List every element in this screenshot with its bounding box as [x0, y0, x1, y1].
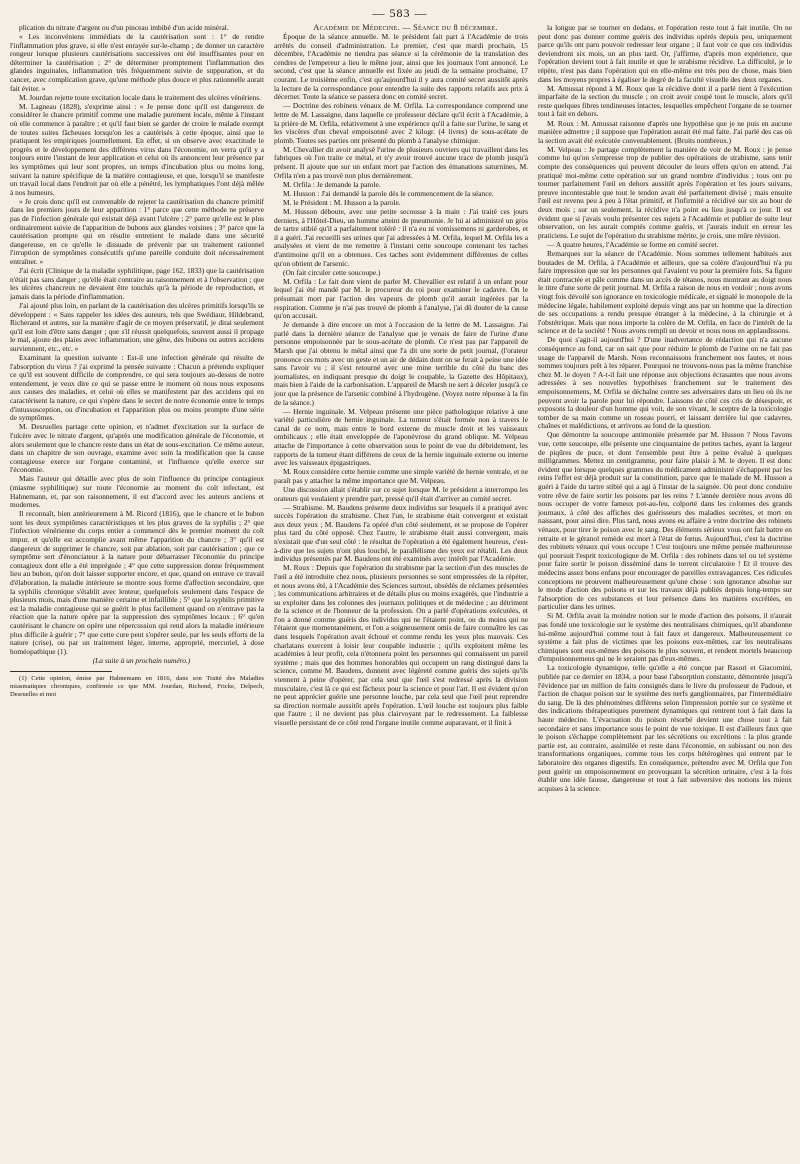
paragraph: M. Husson déboute, avec une petite secousse à la main : J'ai traité ces jours derniers, à l'Hôtel-Dieu, un homme atteint de pneumonie. Je lui ai administré un gros de tartre stibié qu'il a parfaitement toléré : il n'a eu ni vomissemens ni garderobes, et il a guéri. J'ai recueilli ses urines que j'ai adressées à M. Orfila, lequel M. Orfila les a analysées et vient de me remettre à l'instant cette soucoupe contenant les taches d'antimoine qu'il en a obtenues. Ces taches sont évidemment différentes de celles qu'on obtient de l'arsenic. — [274, 206, 528, 268]
paragraph: — Hernie inguinale. M. Velpeau présente une pièce pathologique relative à une variété particulière de hernie inguinale. La tumeur s'était formée non à travers le canal de ce nom, mais entre le bord externe du muscle droit et les vaisseaux ombilicaux ; elle était enveloppée de l'aponévrose du grand oblique. M. Velpeau attache de l'importance à cette observation sous le point de vue du débridement, les rapports de la tumeur étant différens de ceux de la hernie inguinale externe ou interne avec les vaisseaux épigastriques. — [274, 406, 528, 468]
paragraph: Que démontre la soucoupe antimoniée présentée par M. Husson ? Nous l'avons vue, cette soucoupe, elle présente une cinquantaine de petites taches, ayant la largeur de piqûres de puce, et dont l'ensemble peut être à peine évalué à quelques milligrammes. Mettez un centigramme, pour faire plaisir à M. le doyen. Il est donc évident que lorsque quelques grammes du médicament administré s'échappent par les reins l'effet est déjà produit sur la constitution, parce que le malade de M. Husson a guéri à l'aide du tartre stibié qui a agi à l'instar de la saignée. Où peut donc conduire votre rêve de faire sortir les poisons par les reins ? L'année dernière nous avons dû nous occuper de votre fameux pot-au-feu, colporté dans les colonnes des grands journaux, à côté des affiches des guérisseurs des maladies secrètes, et mort en naissant, pour ainsi dire. Plus tard, nous avons eu affaire à votre doctrine des robinets vénaux, pour tirer le poison avec le sang. Des éléments sérieux vous ont fait battre en retraite et le géranol remède est mort à l'état de fœtus. Aujourd'hui, c'est la doctrine des robinets vénaux qui vous occupe ! C'est toujours une même pensée malheureuse qui poursuit l'esprit toxicologique de M. Orfila : des robinets dans tel ou tel système pour faire sortir le poison disséminé dans le torrent circulatoire ! Et il trouve des médecins assez bons enfans pour encourager de pareilles extravagances. Ces ridicules conceptions ne prouvent malheureusement qu'une chose : son ignorance absolue sur le mode d'action des poisons et sur les travaux déjà publiés depuis long-temps sur l'absorption de ces substances et leur présence dans les matières excrétées, en particulier dans les urines. — [538, 430, 792, 612]
footnote-divider — [10, 671, 112, 672]
paragraph: M. Lagneau (1828), s'exprime ainsi : « Je pense donc qu'il est dangereux de considérer le chancre primitif comme une maladie purement locale, même à l'instant où elle commence à paraître ; et qu'il faut bien se garder de croire le malade exempt de toutes suites fâcheuses lorsqu'on les a cautérisés à cette époque, ainsi que le pratiquent les empiriques journellement. En effet, si on observe avec exactitude le progrès et le développement des différens virus dans l'économie, on verra qu'il y a toujours entre l'instant de leur application et celui où ils annoncent leur présence par les symptômes qui leur sont propres, un temps d'incubation plus ou moins long, suivant la nature spécifique de la matière contagieuse, et que, lorsqu'il se manifeste un travail local dans l'endroit par où elle a pénétré, les lymphatiques l'ont déjà mêlée à nos humeurs. — [10, 101, 264, 197]
paragraph: — A quatre heures, l'Académie se forme en comité secret. — [547, 239, 719, 249]
paragraph: M. Roux : Depuis que l'opération du strabisme par la section d'un des muscles de l'œil a été introduite chez nous, plusieurs personnes se sont empressées de la répéter, et nous avons été, à l'Académie des Sciences surtout, obsédés de réclames présentées ; les communications arbitraires et de détails plus ou moins exagérés, que l'industrie a su exploiter dans les colonnes des journaux politiques et de médecine ; au détriment de la science et de l'honneur de la profession. On a parlé d'opérations exécutées, et l'on a donné comme guéris des individus qui ne l'étaient point, ou du moins qui ne l'étaient que momentanément, et l'on a soigneusement omis de faire connaître les cas dans lesquels l'opération avait échoué et comme rendu les yeux plus mauvais. Ces charlatans exercent à loisir leur coupable industrie ; qu'ils exploitent même les académies à leur profit, cela n'étonnera point les personnes qui connaissent un pareil système ; mais que des hommes honorables qui occupent un rang distingué dans la science, comme M. Baudens, donnent avec légèreté comme guéris des sujets qu'ils viennent à peine d'opérer, par cela seul que l'œil s'est redressé après la division musculaire, c'est là ce qui est fâcheux pour la science et pour l'art. Il est évident qu'on ne peut apprécier guérie une personne louche, par cela seul que l'œil peut reprendre sa direction normale aussitôt après l'opération. L'œil louche est toujours plus faible que l'autre ; il ne devient pas plus clairvoyant par le redressement. La faiblesse visuelle persistant de ce côté rend l'organe inutile comme auparavant, et il finit à — [274, 563, 528, 727]
paragraph: J'ai écrit (Clinique de la maladie syphilitique, page 162, 1833) que la cautérisation n'était pas sans danger ; qu'elle était contraire au raisonnement et à l'observation ; que les ulcères chancreux ne devaient être touchés qu'à la période de reproduction, et jamais dans la période d'inflammation. — [10, 266, 264, 301]
column-right — [538, 24, 792, 1156]
paragraph: J'ai ajouté plus loin, en parlant de la cautérisation des ulcères primitifs lorsqu'ils se développent : « Sans rappeler les idées des auteurs, tels que Swédiaur, Hildebrand, Richerand et autres, sur la manière d'agir de ce moyen préservatif, je dirai seulement qu'il est loin d'être sans danger ; que s'il réussit quelquefois, souvent aussi il propage le mal, ajoute des plaies avec inflammation, une gêne, des bubons ou autres accidens surviennent, etc., etc. » — [10, 301, 264, 353]
paragraph: M. Orfila : Le fait dont vient de parler M. Chevallier est relatif à un enfant pour lequel j'ai été mandé par M. le procureur du roi pour examiner le cadavre. On le présumait mort par l'action des vapeurs de plomb qu'il aurait ingérées par la respiration. Comme je n'ai pas trouvé de plomb à l'analyse, j'ai dû douter de la cause qu'on accusait. — [274, 276, 528, 321]
column-middle — [274, 24, 528, 1156]
paragraph: M. Chevallier dit avoir analysé l'urine de plusieurs ouvriers qui travaillent dans les fabriques où l'on traite ce métal, et n'y avoir trouvé aucune trace de plomb jusqu'à présent. Il ajoute que sur un enfant mort par l'action des émanations saturnines, M. Orfila n'en a pas trouvé non plus dernièrement. — [274, 144, 528, 180]
paragraph: Remarques sur la séance de l'Académie. Nous sommes tellement habitués aux boutades de M. Orfila, à l'Académie et ailleurs, que sa colère d'aujourd'hui n'a pu faire impression que sur les personnes qui l'avaient vu pour la première fois. Sa figure était contractée et pâle comme dans un accès de tétanos, nous montrant au doigt nous le titre d'une sorte de petit journal. M. Orfila a raison de nous en vouloir ; nous avons vingt fois dévoilé son ignorance en toxicologie médicale, et signalé le monopole de la médecine légale, habilement exploité depuis vingt ans par un homme que la direction de ses occupations a rendu presque étranger à la médecine, à la chirurgie et à l'obstétrique. Mais que nous importe la colère de M. Orfila, en face de l'intérêt de la science et de la société ! Nous avons rempli un devoir et nous nous en applaudissons. — [538, 248, 792, 336]
paragraph: Mais l'auteur qui détaille avec plus de soin l'influence du principe contagieux (miasme syphilitique) sur toute l'économie au moment du coït infectant, est Hahnemann, et, par son raisonnement, il est d'accord avec les auteurs anciens et modernes. — [10, 474, 264, 510]
paragraph: M. Roux : M. Amussat raisonne d'après une hypothèse que je ne puis en aucune manière admettre ; il suppose que l'opération aurait été mal faite. J'ai parlé des cas où la section avait été exécutée convenablement. (Bruits nombreux.) — [538, 118, 792, 145]
continuation-note: (La suite à un prochain numéro.) — [92, 655, 191, 665]
paragraph: M. le Président : M. Husson a la parole. — [283, 197, 401, 207]
paragraph: Une discussion allait s'établir sur ce sujet lorsque M. le président a interrompu les orateurs qui voulaient y prendre part, pressé qu'il était d'arriver au comité secret. — [274, 484, 528, 503]
column-left — [10, 24, 264, 1156]
footnote: (1) Cette opinion, émise par Hahnemann en 1816, dans son Traité des Maladies miasmatiques chroniques, confirmée ce que MM. Jourdan, Richond, Fricke, Delpech, Desruelles et moi — [10, 675, 264, 698]
page-number: — 583 — — [372, 6, 428, 20]
section-title: Académie de Médecine. — Séance du 8 décembre. — [313, 24, 498, 32]
paragraph: la longue par se tourner en dedans, et l'opération reste tout à fait inutile. On ne peut donc pas donner comme guéris des individus opérés depuis peu, uniquement parce qu'ils ont paru pouvoir redresser leur organe ; il faut voir ce que ces individus deviendront six mois, un an plus tard. Or, j'affirme, d'après mon expérience, que l'opération devient tout à fait inutile et que le strabisme récidive. La difficulté, je le répète, n'est pas dans l'opération qui en elle-même est très peu de chose, mais bien dans les moyens propres à égaliser le degré de la faculté visuelle des deux organes. — [538, 24, 792, 84]
paragraph: Examinant la question suivante : Est-il une infection générale qui résulte de l'absorption du virus ? j'ai exprimé la pensée suivante : Chacun a prétendu expliquer ce qu'il est souvent difficile de comprendre, ce qui sera toujours au-dessus de notre entendement, je veux dire ce qui se passe entre le moment où nous nous exposons aux causes des maladies, et celui où elles se manifestent par des accidens qui en caractérisent la nature, ce qui s'opère dans le secret de notre économie entre le temps d'intussusception, ou d'incubation et l'apparition plus ou moins prompte d'une série de symptômes. — [10, 353, 264, 423]
paragraph: M. Desruelles partage cette opinion, et n'admet d'excitation sur la surface de l'ulcère avec le nitrate d'argent, qu'après une modification générale de l'économie, et alors seulement que le chancre reste dans un état de sous-excitation. Ce même auteur, dans un chapitre de son ouvrage, examine avec soin la modification que la cause contagieuse exerce sur l'organe contaminé, et l'influence qu'elle exerce sur l'économie. — [10, 422, 264, 475]
paragraph: Si M. Orfila avait la moindre notion sur le mode d'action des poisons, il n'aurait pas fondé une toxicologie sur le système des neutralisans chimiques, qu'il abandonne lui-même aujourd'hui comme tout à fait faux et dangereux. Malheureusement ce système a fait plus de victimes que les poisons eux-mêmes, car les neutralisans chimiques sont eux-mêmes des poisons le plus souvent, et rendent mortels beaucoup d'empoisonnemens qui ne le seraient pas d'eux-mêmes. — [538, 611, 792, 664]
paragraph: M. Velpeau : Je partage complètement la manière de voir de M. Roux : je pense comme lui qu'on s'empresse trop de publier des opérations de strabisme, sans tenir compte des conséquences qui peuvent découler de leurs effets qu'on en attend. J'ai pratiqué moi-même cette opération sur un grand nombre d'individus ; tous ont pu tourner parfaitement l'œil en dehors aussitôt après l'opération et les jours suivans, preuve incontestable que tout le tendon avait été parfaitement divisé ; mais ensuite l'œil est revenu peu à peu à l'état primitif, et l'infirmité a récidivé sur six au bout de deux mois ; sur un seulement, la récidive n'a point eu lieu jusqu'à ce jour. Il est évident que si j'avais voulu présenter ces sujets à l'Académie et publier de suite leur observation, on les aurait comptés comme guéris, et j'aurais induit en erreur les praticiens. Le sujet de l'opération du strabisme mérite, je crois, une mûre révision. — [538, 144, 792, 240]
paragraph: Époque de la séance annuelle. M. le président fait part à l'Académie de trois arrêtés du conseil d'administration. Le premier, c'est que mardi prochain, 15 décembre, l'Académie ne tiendra pas séance si la cérémonie de la translation des cendres de l'empereur a lieu le même jour, ainsi que les journaux l'ont annoncé. Le second, c'est que la séance annuelle est fixée au jeudi de la semaine prochaine, 17 courant. Le troisième enfin, c'est qu'aujourd'hui il y aura comité secret aussitôt après la lecture de la correspondance pour entendre la suite des rapports relatifs aux prix à décerner. Toute la séance se passera donc en comité secret. — [274, 32, 528, 102]
paragraph: M. Husson : J'ai demandé la parole dès le commencement de la séance. — [283, 188, 494, 198]
paragraph: — Doctrine des robinets vénaux de M. Orfila. La correspondance comprend une lettre de M. Lassaigne, dans laquelle ce professeur déclare qu'il écrit à l'Académie, à la prière de M. Orfila, relativement à une expérience qu'il a faite sur l'urine, le sang et les viscères d'un cheval empoisonné avec 2 kilogr. (4 livres) de sous-acétate de plomb. Toutes ses parties ont présenté du plomb à l'analyse chimique. — [274, 101, 528, 145]
paragraph: — Strabisme. M. Baudens présente deux individus sur lesquels il a pratiqué avec succès l'opération du strabisme. Chez l'un, le strabisme était convergent et existait aux deux yeux ; M. Baudens l'a opéré d'un côté seulement, et se propose de l'opérer plus tard du côté opposé. Chez l'autre, le strabisme était aussi convergent, mais n'existait que d'un seul côté : le résultat de l'opération a été également heureux, c'est-à-dire que les sujets n'ont plus louché, le parallélisme des yeux est rétabli. Les deux individus présentés par M. Baudens ont été examinés avec intérêt par l'Académie. — [274, 502, 528, 564]
paragraph: « Les inconvéniens immédiats de la cautérisation sont : 1° de rendre l'inflammation plus grave, si elle n'est enrayée sur-le-champ ; de donner un caractère rongeur lorsque plusieurs cautérisations successives ont été insuffisantes pour en déterminer la cautérisation ; 2° de déterminer promptement l'inflammation des glandes inguinales, inflammation très fréquemment suivie de suppuration, et du cancer, avec complication grave, qu'une méthode plus douce et plus rationnelle aurait fait éviter. » — [10, 32, 264, 93]
paragraph: plication du nitrate d'argent ou d'un pinceau imbibé d'un acide minéral. — [19, 24, 229, 32]
paragraph: M. Amussat répond à M. Roux que la récidive dont il a parlé tient à l'exécution imparfaite de la section du muscle ; on croit avoir coupé tout le muscle, alors qu'il reste quelques fibres tendineuses intactes, lesquelles empêchent l'organe de se tourner tout à fait en dehors. — [538, 83, 792, 119]
paragraph: Je demande à dire encore un mot à l'occasion de la lettre de M. Lassaigne. J'ai parlé dans la dernière séance de l'analyse que je venais de faire de l'urine d'une personne empoisonnée par le sous-acétate de plomb. Ce n'est pas par l'appareil de Marsh que j'ai obtenu le métal ainsi que l'a dit une sorte de petit journal, (l'orateur prononce ces mots avec un geste et un air de dédain dont on se ferait à peine une idée sans l'avoir vu ; il s'est retourné avec une mine terrible du côté du banc des journalistes, en indiquant presque du doigt le coupable, la Gazette des Hôpitaux), mais bien à l'aide de la carbonisation. L'appareil de Marsh ne sert à déceler jusqu'à ce jour que la présence de l'arsenic combiné à l'hydrogène. (Voyez notre réponse à la fin de la séance.) — [274, 320, 528, 407]
article-columns — [10, 24, 792, 1156]
paragraph: M. Jourdan rejette toute excitation locale dans le traitement des ulcères vénériens. — [19, 92, 261, 102]
paragraph: M. Roux considère cette hernie comme une simple variété de hernie ventrale, et ne paraît pas y attacher la même importance que M. Velpeau. — [274, 467, 528, 485]
paragraph: M. Orfila : Je demande la parole. — [283, 179, 381, 189]
paragraph: (On fait circuler cette soucoupe.) — [283, 267, 381, 277]
paragraph: La toxicologie dynamique, telle qu'elle a été conçue par Rasori et Giacomini, publiée par ce dernier en 1834, a pour base l'absorption constante, démontrée jusqu'à l'évidence par un million de faits consignés dans le livre du professeur de Padoue, et l'action de chaque poison sur le système des nerfs ganglionnaires, par l'intermédiaire du sang. De là des phénomènes différens selon l'impression portée sur ce système et des indications thérapeutiques purement dynamiques qui rentrent tout à fait dans la haute médecine. L'évacuation du poison résorbé devient une chose tout à fait secondaire et sans importance sous le point de vue toxique. Il est d'ailleurs faux que le poison s'échappe complètement par les sécrétions ou excrétions : la plus grande partie est, au contraire, assimilée et reste dans l'économie, en subissant ou non des transformations organiques, comme tous les corps hétérogènes qui entrent par le laboratoire des organes digestifs. En conséquence, prétendre avec M. Orfila que l'on peut guérir un empoisonnement en provoquant la sécrétion urinaire, c'est à la fois établir une idée fausse, dangereuse et tout à fait subversive des notions les mieux acquises à la science. — [538, 663, 792, 793]
paragraph: » Je crois donc qu'il est convenable de rejeter la cautérisation du chancre primitif dans les premiers jours de leur apparition : 1° parce que cette méthode ne préserve pas de l'infection générale qui existait déjà avant l'ulcère ; 2° parce qu'elle est le plus ordinairement suivie de l'apparition de bubons aux glandes voisines ; 3° parce que la cautérisation prompte qui en résulte entretient le malade dans une sécurité dangereuse, en ce qu'elle le dissuade de prévenir par un traitement rationnel l'irruption de symptômes consécutifs qu'une pareille conduite doit nécessairement entraîner. » — [10, 196, 264, 267]
paragraph: Il reconnaît, bien antérieurement à M. Ricord (1816), que le chancre et le bubon sont les deux symptômes caractéristiques et les plus graves de la syphilis ; 2° que l'infection vénérienne du corps entier a commencé dès le premier moment du coït impur, et qu'elle est accomplie avant même l'apparition du chancre ; 3° qu'il est dangereux de supprimer le chancre, soit par ablation, soit par cautérisation ; que ce symptôme sert d'énonciateur à la nature pour débarrasser l'économie du principe contagieux dont elle a été imprégnée ; 4° que cette suppression donne fréquemment lieu au bubon, qu'on doit laisser supporter encore, et que, quand on entrave ce travail d'élaboration, la maladie intérieure se montre sous forme d'affection secondaire, que la syphilis chronique s'établit avec lenteur, quelquefois seulement dans l'espace de plusieurs mois, mais d'une manière certaine et infaillible ; 5° que la syphilis primitive est la maladie contagieuse qui se guérit le plus facilement quand on n'entrave pas la réaction que la nature opère par la suppression des symptômes locaux ; 6° qu'en cautérisant le chancre on opère une répercussion qui rend alors la maladie intérieure plus difficile à guérir ; 7° que cette cure peut s'opérer seule, par les seuls efforts de la nature (crise), ou par un traitement léger, interne, approprié, mercuriel, à dose homéopathique (1). — [10, 509, 264, 656]
paragraph: De quoi s'agit-il aujourd'hui ? D'une inadvertance de rédaction qui n'a aucune conséquence au fond, car on sait que pour réduire le plomb de l'urine on ne fait pas usage de l'appareil de Marsh. Nous reconnaissons franchement nos fautes, et nous sommes toujours prêt à les réparer. Pourquoi ne trouvons-nous pas la même franchise chez M. le doyen ? A-t-il fait une réponse aux objections écrasantes que nous avons adressées à ses nouvelles hypothèses franchement sur le traitement des empoisonnemens, M. Orfila se déchaîne contre ses adversaires dans un lieu où ils ne peuvent avoir la parole pour lui répondre. Laissons de côté ces cris de désespoir, et exposons la douleur d'un homme qui voit, de son vivant, le sceptre de la toxicologie tomber de sa main comme un roseau pourri, et laissant derrière lui que cadavres, chaînes et malédictions, et arrivons au fond de la question. — [538, 335, 792, 431]
